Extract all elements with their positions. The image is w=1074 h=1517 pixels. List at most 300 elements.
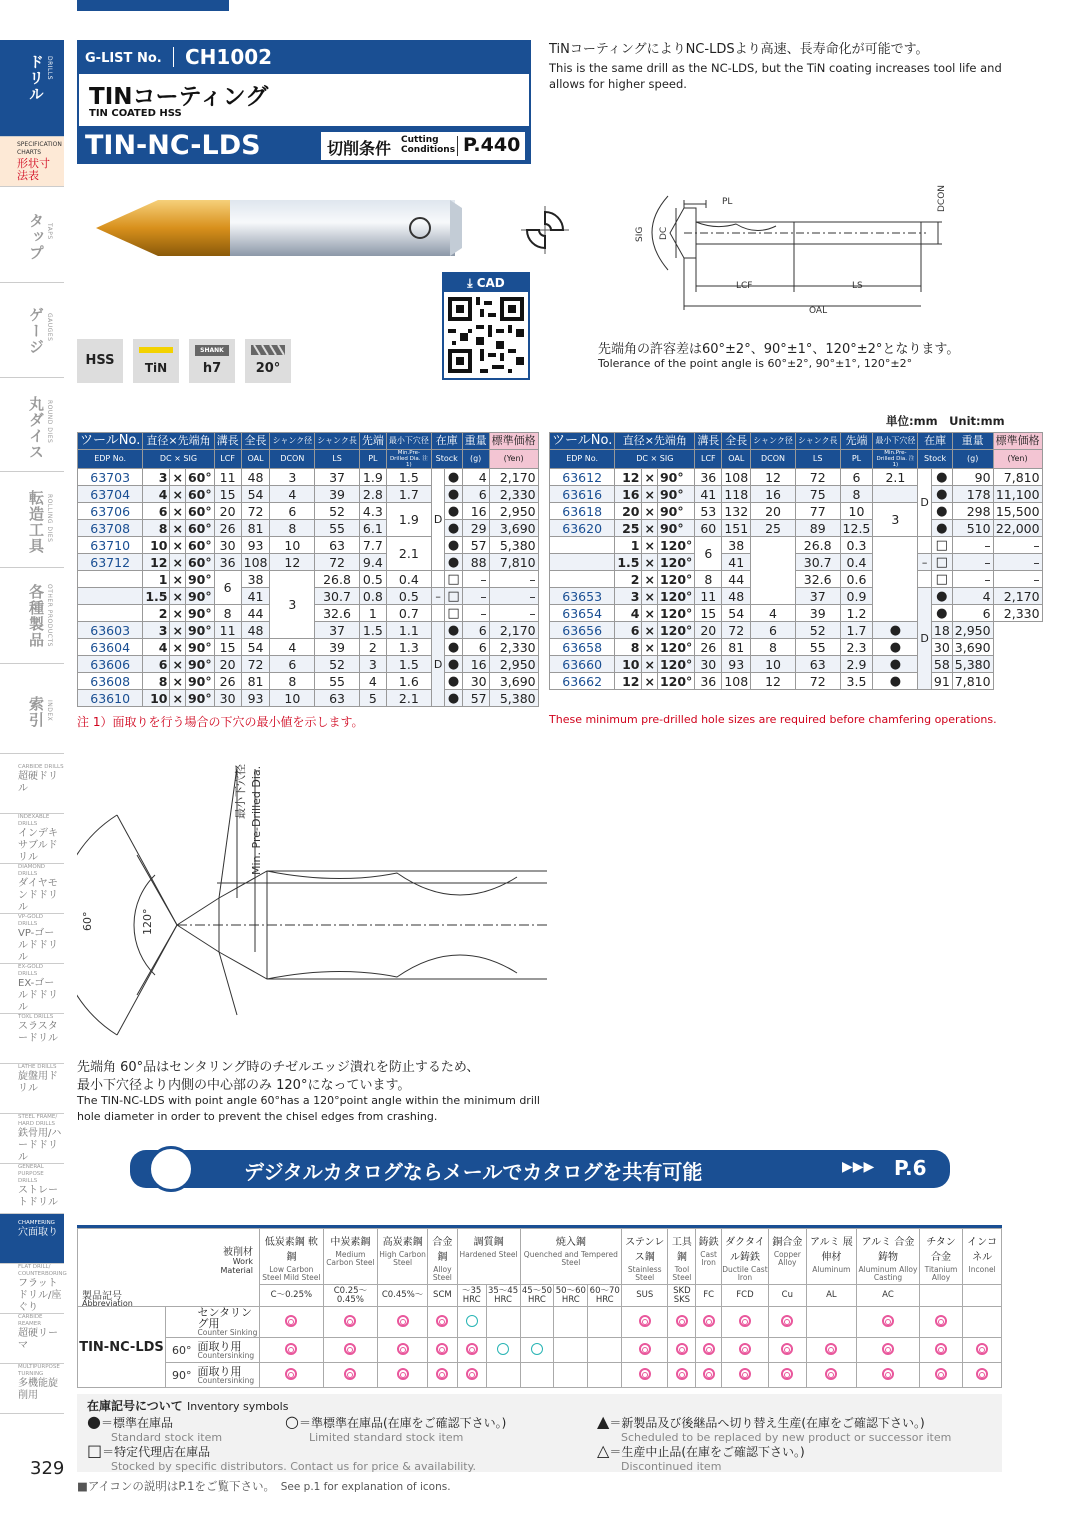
dcon-cell: 4 — [751, 605, 796, 622]
sidebar-item-round-dies[interactable] — [0, 378, 64, 472]
sidebar-item-taps[interactable] — [0, 187, 64, 283]
legend-jp: ＝特定代理店在庫品 — [102, 1445, 211, 1459]
material-en: Copper Alloy — [773, 1250, 801, 1267]
min-cell — [873, 537, 918, 622]
legend-item — [597, 1412, 951, 1444]
min-cell — [873, 486, 918, 503]
recommended-mark — [882, 1343, 894, 1355]
stock-cell: ● — [873, 656, 918, 673]
col-pl: 先端 — [359, 433, 386, 450]
sidebar-sub-jp: ダイヤモンドドリル — [18, 878, 58, 913]
sidebar-item-label: ドリル — [27, 54, 45, 102]
price-cell: 7,810 — [489, 554, 538, 571]
material-abbr: AC — [857, 1285, 920, 1307]
suitability-cell — [428, 1307, 458, 1338]
col-price: 標準価格 — [993, 433, 1042, 450]
sig-cell: 120° — [657, 588, 694, 605]
times-sign: × — [170, 690, 185, 707]
sidebar-sub-jp: 超硬ドリル — [18, 771, 58, 794]
dcon-cell: 3 — [270, 571, 315, 639]
material-header-row — [78, 1229, 1002, 1285]
stock-symbol: △ — [597, 1441, 610, 1460]
dc-cell: 1.5 — [143, 588, 170, 605]
lcf-cell: 20 — [214, 503, 241, 520]
pl-cell: 0.3 — [840, 537, 873, 554]
col-price-en: (Yen) — [993, 450, 1042, 469]
table-row — [550, 639, 1043, 656]
suitability-cell — [378, 1363, 428, 1388]
col-min-en: Min.Pre-Drilled Dia. 注1) — [873, 450, 918, 469]
legend-en: Stocked by specific distributors. Contact us for price & availability. — [111, 1460, 477, 1473]
col-ls: シャンク長 — [315, 433, 360, 450]
sidebar-sub-jp: 多機能旋削用 — [18, 1378, 58, 1401]
sidebar-sub-chamfering[interactable] — [0, 1214, 64, 1264]
footer-jp: ■アイコンの説明はP.1をご覧下さい。 — [77, 1479, 270, 1493]
cutting-en-2: Conditions — [401, 145, 456, 155]
cad-label-bar — [444, 274, 528, 292]
sidebar-item-gauges[interactable] — [0, 283, 64, 378]
edp-cell — [550, 571, 615, 588]
stock-group-mark — [431, 571, 444, 588]
weight-cell: – — [462, 605, 489, 622]
oal-cell: 108 — [722, 469, 751, 486]
qr-code — [444, 292, 528, 378]
material-en: Tool Steel — [672, 1265, 692, 1282]
times-sign: × — [170, 537, 185, 554]
dc-cell: 8 — [615, 639, 642, 656]
edp-cell — [78, 605, 143, 622]
osg-logo-icon — [148, 1146, 194, 1192]
sidebar-sub-en: CARBIDE REAMER — [18, 1314, 43, 1327]
dcon-cell: 12 — [751, 469, 796, 486]
material-abbr: 45～50 HRC — [521, 1285, 553, 1305]
suitability-cell — [622, 1307, 668, 1338]
weight-cell: 16 — [462, 503, 489, 520]
legend-item — [285, 1412, 506, 1444]
material-row — [78, 1338, 1002, 1363]
dc-cell: 4 — [143, 486, 170, 503]
sidebar-item-index[interactable] — [0, 664, 64, 754]
recommended-mark — [781, 1368, 793, 1380]
lcf-cell: 30 — [214, 537, 241, 554]
suitability-cell — [721, 1338, 768, 1363]
min-cell: 1.9 — [386, 503, 431, 537]
col-stock-en: Stock — [918, 450, 952, 469]
recommended-mark — [739, 1315, 751, 1327]
note-left: 注 1）面取りを行う場合の下穴の最小値を示します。 — [77, 715, 364, 729]
helix-angle: 20° — [255, 361, 281, 376]
min-cell: 3 — [873, 503, 918, 537]
sidebar-item-label: 丸ダイス — [27, 396, 45, 460]
ls-cell: 52 — [315, 503, 360, 520]
sig-cell: 60° — [185, 554, 214, 571]
sidebar-item-spec-charts[interactable] — [0, 137, 64, 187]
suitability-cell — [520, 1307, 554, 1338]
stock-cell: □ — [931, 571, 952, 588]
shank-label: SHANK — [195, 345, 229, 356]
sidebar-sub-lathe[interactable] — [0, 1064, 64, 1114]
col-min-en: Min.Pre-Drilled Dia. 注1) — [386, 450, 431, 469]
pl-cell: 6 — [840, 469, 873, 486]
material-abbr: C～0.25% — [260, 1285, 324, 1307]
cross-section-icon — [521, 206, 569, 254]
cad-download[interactable] — [442, 272, 530, 380]
material-jp: 工具鋼 — [671, 1237, 692, 1263]
weight-cell: 91 — [931, 673, 952, 690]
material-row — [78, 1363, 1002, 1388]
price-cell: 2,170 — [489, 469, 538, 486]
times-sign: × — [170, 571, 185, 588]
sig-cell: 120° — [657, 605, 694, 622]
coating-subtitle: TIN COATED HSS — [89, 108, 182, 119]
legend-jp: ＝新製品及び後継品へ切り替え生産(在庫をご確認下さい。) — [609, 1416, 925, 1430]
sidebar-sub-jp: 旋盤用ドリル — [18, 1071, 58, 1094]
stock-cell: ● — [445, 639, 462, 656]
stock-group-mark: – — [918, 554, 931, 571]
edp-cell: 63608 — [78, 673, 143, 690]
oal-cell: 93 — [241, 537, 270, 554]
desc-jp-1: 先端角 60°品はセンタリング時のチゼルエッジ潰れを防止するため、 — [77, 1060, 480, 1075]
col-dia: 直径×先端角 — [615, 433, 695, 450]
material-jp: 合金鋼 — [432, 1237, 453, 1263]
pl-cell: 0.8 — [359, 588, 386, 605]
suitability-cell — [260, 1363, 324, 1388]
stock-cell: ● — [445, 554, 462, 571]
suitability-cell — [806, 1307, 856, 1338]
suitability-cell — [919, 1307, 962, 1338]
sidebar-sub-diamond[interactable] — [0, 864, 64, 914]
suitability-cell — [428, 1363, 458, 1388]
legend-title-en: Inventory symbols — [186, 1400, 289, 1413]
dcon-cell: 12 — [270, 554, 315, 571]
edp-cell: 63610 — [78, 690, 143, 707]
stock-group-mark: D — [431, 622, 444, 707]
cutting-en-1: Cutting — [401, 135, 439, 145]
suitability-cell — [520, 1363, 554, 1388]
suitable-mark — [531, 1343, 543, 1355]
price-cell: 2,170 — [993, 588, 1042, 605]
digital-catalog-banner[interactable] — [130, 1150, 950, 1188]
drill-image — [90, 188, 470, 268]
recommended-mark — [676, 1343, 688, 1355]
tolerance-jp: 先端角の許容差は60°±2°、90°±1°、120°±2°となります。 — [598, 342, 960, 357]
table-row — [78, 469, 539, 486]
sidebar-sub-carbide-drills[interactable] — [0, 764, 64, 814]
pl-cell: 1.9 — [359, 469, 386, 486]
dcon-cell: 6 — [751, 622, 796, 639]
material-jp: 中炭素鋼 — [330, 1237, 371, 1248]
sidebar-sub-vp-gold[interactable] — [0, 914, 64, 964]
edp-cell — [550, 554, 615, 571]
sidebar-sub-en: CARBIDE DRILLS — [18, 764, 64, 770]
material-abbr: SKD SKS — [668, 1285, 696, 1307]
sidebar-sub-general[interactable] — [0, 1164, 64, 1214]
divider — [173, 47, 174, 67]
oal-cell: 108 — [722, 673, 751, 690]
dcon-cell: 8 — [751, 639, 796, 656]
oal-cell: 151 — [722, 520, 751, 537]
material-en: Medium Carbon Steel — [326, 1250, 375, 1267]
price-cell: – — [993, 554, 1042, 571]
ls-cell: 39 — [795, 605, 840, 622]
recommended-mark — [344, 1315, 356, 1327]
weight-cell: 58 — [931, 656, 952, 673]
lcf-cell: 36 — [214, 554, 241, 571]
material-jp: アルミ 展伸材 — [809, 1237, 853, 1263]
suitability-cell — [769, 1363, 807, 1388]
lcf-cell: 6 — [214, 571, 241, 605]
col-lcf-en: LCF — [695, 450, 722, 469]
ls-cell: 39 — [315, 486, 360, 503]
dcon-cell: 10 — [270, 537, 315, 554]
sidebar-sub-steel-frame[interactable] — [0, 1114, 64, 1164]
col-dcon: シャンク径 — [751, 433, 796, 450]
stock-cell: ● — [445, 656, 462, 673]
material-en: Low Carbon Steel Mild Steel — [262, 1265, 321, 1282]
stock-group-mark — [918, 571, 931, 588]
stock-cell: ● — [445, 673, 462, 690]
edp-cell: 63654 — [550, 605, 615, 622]
sidebar-item-rolling-dies[interactable] — [0, 472, 64, 568]
cutting-conditions-link[interactable] — [321, 132, 525, 160]
col-pl-en: PL — [840, 450, 873, 469]
sidebar-sub-jp: インデキサブルドリル — [18, 828, 58, 863]
col-tool-en: EDP No. — [550, 450, 615, 469]
suitability-cell — [520, 1338, 554, 1363]
suitability-cell — [769, 1338, 807, 1363]
suitability-cell — [668, 1363, 696, 1388]
helix-icon — [251, 345, 285, 355]
suitability-cell — [457, 1338, 486, 1363]
banner-page: P.6 — [894, 1156, 927, 1180]
times-sign: × — [642, 554, 657, 571]
edp-cell: 63662 — [550, 673, 615, 690]
lcf-cell: 41 — [695, 486, 722, 503]
material-jp: 高炭素鋼 — [382, 1237, 423, 1248]
edp-cell: 63706 — [78, 503, 143, 520]
table-row — [550, 520, 1043, 537]
dc-cell: 6 — [615, 622, 642, 639]
ls-cell: 77 — [795, 503, 840, 520]
dc-cell: 10 — [143, 690, 170, 707]
price-cell: 3,690 — [952, 639, 993, 656]
recommended-mark — [285, 1315, 297, 1327]
col-dcon-en: DCON — [270, 450, 315, 469]
suitability-cell — [721, 1363, 768, 1388]
pl-cell: 2.9 — [840, 656, 873, 673]
times-sign: × — [170, 503, 185, 520]
legend-en: Discontinued item — [621, 1460, 722, 1473]
col-stock: 在庫 — [918, 433, 952, 450]
suitability-cell — [721, 1307, 768, 1338]
sig-cell: 90° — [657, 469, 694, 486]
usage-prefix: 60° — [166, 1338, 198, 1363]
col-stock: 在庫 — [431, 433, 462, 450]
suitability-cell — [554, 1338, 588, 1363]
dc-cell: 12 — [615, 673, 642, 690]
sidebar-item-sublabel: SPECIFICATION CHARTS — [17, 141, 62, 156]
stock-cell: ● — [931, 486, 952, 503]
edp-cell: 63704 — [78, 486, 143, 503]
recommended-mark — [781, 1315, 793, 1327]
table-row — [78, 554, 539, 571]
sig-cell: 120° — [657, 571, 694, 588]
lcf-cell: 30 — [695, 656, 722, 673]
stock-symbol: ▲ — [597, 1412, 610, 1431]
pl-cell: 0.9 — [840, 588, 873, 605]
usage-label — [198, 1307, 260, 1338]
abbr-jp: 製品記号 — [82, 1291, 122, 1302]
lcf-cell: 26 — [214, 520, 241, 537]
material-jp: 銅合金 — [772, 1237, 803, 1248]
sidebar-item-sublabel: OTHER PRODUCTS — [46, 584, 53, 647]
col-oal: 全長 — [722, 433, 751, 450]
material-en: Aluminum — [812, 1265, 851, 1274]
sidebar-sub-flat-drill[interactable] — [0, 1264, 67, 1314]
price-cell: 2,950 — [489, 656, 538, 673]
suitability-cell — [806, 1363, 856, 1388]
times-sign: × — [642, 503, 657, 520]
lcf-cell: 20 — [214, 656, 241, 673]
recommended-mark — [436, 1343, 448, 1355]
dc-cell: 20 — [615, 503, 642, 520]
sidebar-item-label: 転造工具 — [27, 490, 45, 554]
col-oal: 全長 — [241, 433, 270, 450]
material-col-header — [963, 1229, 1002, 1285]
pl-cell: 10 — [840, 503, 873, 520]
dcon-cell: 8 — [270, 520, 315, 537]
oal-cell: 108 — [241, 554, 270, 571]
min-cell: 1.1 — [386, 622, 431, 639]
recommended-mark — [976, 1368, 988, 1380]
suitability-cell — [486, 1307, 520, 1338]
edp-cell: 63653 — [550, 588, 615, 605]
sidebar-sub-carbide-reamer[interactable] — [0, 1314, 64, 1364]
suitability-cell — [588, 1338, 622, 1363]
price-cell: 7,810 — [993, 469, 1042, 486]
dc-cell: 4 — [143, 639, 170, 656]
legend-jp: ＝準標準在庫品(在庫をご確認下さい。) — [298, 1416, 507, 1430]
material-abbr: AL — [806, 1285, 856, 1307]
edp-cell: 63612 — [550, 469, 615, 486]
col-weight: 重量 — [462, 433, 489, 450]
sidebar-sub-en: GENERAL PURPOSE DRILLS — [18, 1164, 44, 1184]
material-abbr: FCD — [721, 1285, 768, 1307]
material-en: Alloy Steel — [432, 1265, 452, 1282]
price-cell: – — [489, 571, 538, 588]
col-dia: 直径×先端角 — [143, 433, 214, 450]
sidebar-item-drills[interactable] — [0, 40, 64, 137]
price-cell: 2,170 — [489, 622, 538, 639]
sidebar-sub-en: EX-GOLD DRILLS — [18, 964, 44, 977]
dc-cell: 8 — [143, 673, 170, 690]
suitable-mark — [466, 1315, 478, 1327]
dc-cell: 1.5 — [615, 554, 642, 571]
weight-cell: 30 — [462, 673, 489, 690]
col-min: 最小下穴径 — [873, 433, 918, 450]
suitability-cell — [696, 1338, 721, 1363]
suitability-cell — [428, 1338, 458, 1363]
sig-cell: 90° — [185, 690, 214, 707]
recommended-mark — [703, 1315, 715, 1327]
min-cell: 1.5 — [386, 656, 431, 673]
suitability-cell — [323, 1363, 377, 1388]
abbr-en: Abbreviation — [82, 1299, 133, 1308]
times-sign: × — [642, 537, 657, 554]
weight-cell: 510 — [952, 520, 993, 537]
table-row — [550, 486, 1043, 503]
edp-cell: 63708 — [78, 520, 143, 537]
stock-cell: ● — [445, 486, 462, 503]
min-cell: 0.7 — [386, 605, 431, 622]
material-jp: 焼入鋼 — [555, 1237, 586, 1248]
pl-cell: 1.5 — [359, 622, 386, 639]
sig-cell: 120° — [657, 622, 694, 639]
suitability-cell — [554, 1363, 588, 1388]
suitability-cell — [260, 1307, 324, 1338]
times-sign: × — [170, 622, 185, 639]
suitability-cell — [622, 1363, 668, 1388]
stock-cell: □ — [445, 588, 462, 605]
material-jp: 鋳鉄 — [698, 1237, 719, 1248]
suitability-cell — [919, 1338, 962, 1363]
price-cell: – — [993, 571, 1042, 588]
col-oal-en: OAL — [722, 450, 751, 469]
sig-cell: 90° — [657, 503, 694, 520]
pl-cell: 6.1 — [359, 520, 386, 537]
times-sign: × — [642, 673, 657, 690]
table-row — [550, 537, 1043, 554]
coating-color-bar — [139, 347, 173, 353]
sidebar-sub-indexable[interactable] — [0, 814, 64, 864]
usage-label — [198, 1338, 260, 1363]
dcon-cell: 8 — [270, 673, 315, 690]
oal-cell: 38 — [241, 571, 270, 588]
sidebar-sub-toxl[interactable] — [0, 1014, 64, 1064]
material-abbr: 35～45 HRC — [487, 1285, 519, 1305]
recommended-mark — [935, 1315, 947, 1327]
dc-cell: 3 — [615, 588, 642, 605]
sig-cell: 120° — [657, 554, 694, 571]
sidebar-sub-multipurpose[interactable] — [0, 1364, 64, 1414]
dcon-cell: 4 — [270, 486, 315, 503]
dcon-cell: 10 — [751, 656, 796, 673]
material-en: Inconel — [968, 1265, 996, 1274]
sidebar-sub-ex-gold[interactable] — [0, 964, 64, 1014]
times-sign: × — [170, 520, 185, 537]
price-cell: 7,810 — [952, 673, 993, 690]
dc-cell: 1 — [615, 537, 642, 554]
dc-cell: 25 — [615, 520, 642, 537]
weight-cell: 6 — [952, 605, 993, 622]
col-lcf: 溝長 — [214, 433, 241, 450]
stock-symbol: ○ — [285, 1412, 299, 1431]
weight-cell: – — [952, 537, 993, 554]
edp-cell: 63656 — [550, 622, 615, 639]
sig-cell: 90° — [185, 605, 214, 622]
edp-cell: 63604 — [78, 639, 143, 656]
sig-cell: 90° — [185, 639, 214, 656]
cutting-page: P.440 — [463, 134, 521, 156]
diagram-angle-60: 60° — [81, 911, 94, 931]
suitability-cell — [963, 1307, 1002, 1338]
sidebar-item-other-products[interactable] — [0, 568, 64, 664]
dcon-cell: 6 — [270, 503, 315, 520]
sidebar-sub-jp: ストレートドリル — [18, 1185, 58, 1208]
pl-cell: 7.7 — [359, 537, 386, 554]
recommended-mark — [825, 1368, 837, 1380]
oal-cell: 44 — [722, 571, 751, 588]
